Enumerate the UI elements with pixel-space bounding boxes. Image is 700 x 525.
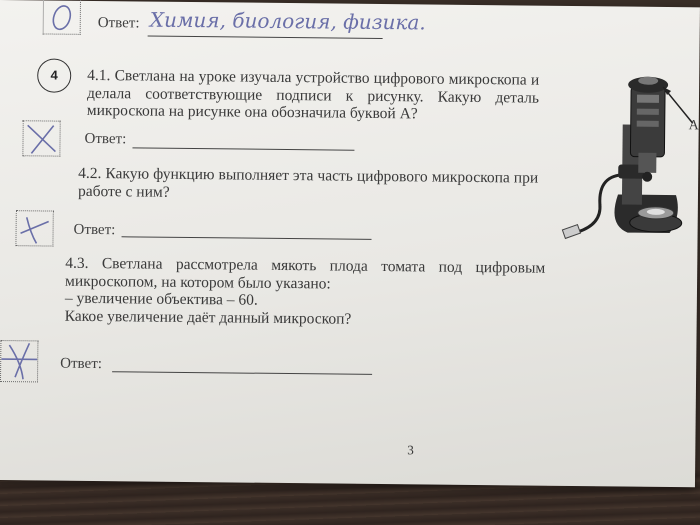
question-4-3-ask: Какое увеличение даёт данный микроскоп? xyxy=(64,307,352,328)
cross-mark-icon xyxy=(1,341,37,381)
answer-label-4-3: Ответ: xyxy=(60,355,103,373)
top-answer-line xyxy=(148,36,383,39)
score-box-top xyxy=(43,0,81,35)
cross-mark-icon xyxy=(16,211,52,245)
page-number: 3 xyxy=(407,442,414,458)
score-box-4-1 xyxy=(22,120,60,156)
task-number-badge: 4 xyxy=(37,58,71,92)
top-answer-label: Ответ: xyxy=(97,15,140,32)
top-answer-handwriting: Химия, биология, физика. xyxy=(149,7,426,35)
question-4-2 xyxy=(78,165,538,205)
answer-line-4-3[interactable] xyxy=(112,371,372,375)
question-4-3 xyxy=(65,255,546,330)
score-box-4-2 xyxy=(15,210,53,246)
question-4-1 xyxy=(87,67,540,124)
question-4-3-text: 4.3. Светлана рассмотрела мякоть плода томата под цифровым микроскопом, на котором было указано: xyxy=(64,254,546,292)
answer-label-4-2: Ответ: xyxy=(73,221,116,239)
score-box-4-3 xyxy=(0,340,38,382)
question-4-2-text: 4.2. Какую функцию выполняет эта часть цифрового микроскопа при работе с ним? xyxy=(77,164,539,201)
answer-line-4-1[interactable] xyxy=(132,147,354,150)
question-4-1-text: 4.1. Светлана на уроке изучала устройство цифрового микроскопа и делала соответствующие подписи к рисунку. Какую деталь микроскопа на рисунке она обозначила буквой А? xyxy=(86,66,540,123)
answer-line-4-2[interactable] xyxy=(122,236,372,240)
cross-mark-icon xyxy=(23,121,59,155)
question-4-3-magnification: – увеличение объектива – 60. xyxy=(64,289,258,309)
figure-label-a: А xyxy=(688,118,699,134)
answer-label-4-1: Ответ: xyxy=(84,130,127,148)
digital-microscope-illustration xyxy=(557,64,699,245)
zero-mark-icon xyxy=(44,0,80,34)
